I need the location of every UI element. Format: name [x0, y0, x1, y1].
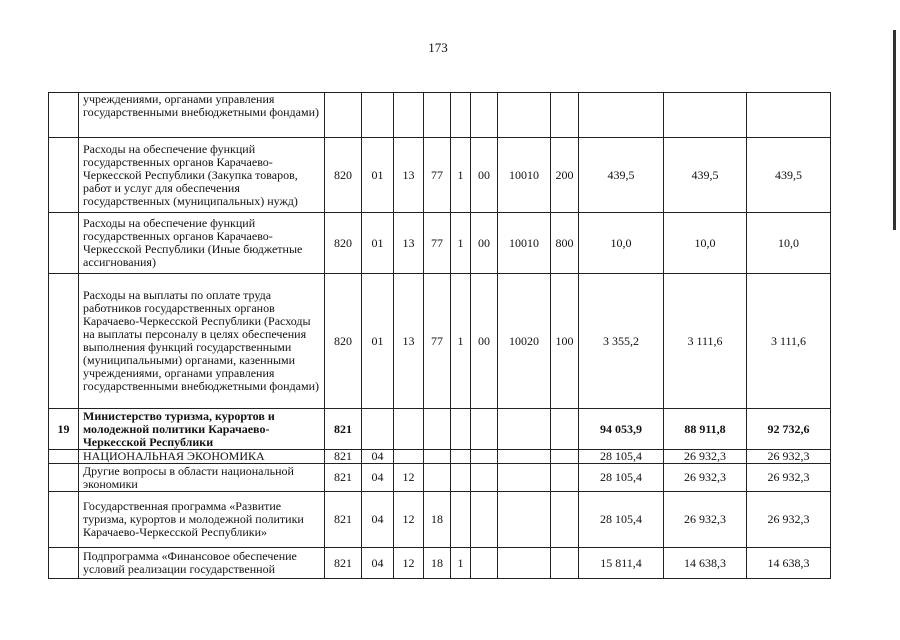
table-body [49, 93, 831, 579]
cell-item-name: Расходы на обеспечение функций государственных органов Карачаево-Черкесской Республики (Закупка товаров, работ и услуг для обеспечения государственных (муниципальных) нужд) [79, 138, 325, 213]
cell-direction-code: 10010 [498, 213, 551, 274]
cell-amount-year-2: 3 111,6 [664, 274, 747, 409]
cell-row-number [49, 450, 79, 464]
cell-section [362, 93, 394, 138]
cell-item-name: Другие вопросы в области национальной экономики [79, 464, 325, 492]
cell-amount-year-2: 88 911,8 [664, 409, 747, 450]
cell-item-name: учреждениями, органами управления государственными внебюджетными фондами) [79, 93, 325, 138]
cell-program-code: 77 [424, 138, 451, 213]
cell-item-name: Расходы на выплаты по оплате труда работников государственных органов Карачаево-Черкесской Республики (Расходы на выплаты персоналу в целях обеспечения выполнения функций государственными (муниципальными) органами, казенными учреждениями, органами управления государственными внебюджетными фондами) [79, 274, 325, 409]
cell-amount-year-1: 28 105,4 [579, 450, 664, 464]
cell-amount-year-3: 92 732,6 [747, 409, 831, 450]
cell-amount-year-1: 10,0 [579, 213, 664, 274]
cell-amount-year-3: 26 932,3 [747, 450, 831, 464]
cell-subprogram-code [451, 409, 471, 450]
cell-department-code: 820 [325, 274, 362, 409]
cell-expense-type [551, 450, 579, 464]
cell-section [362, 409, 394, 450]
budget-table [48, 92, 831, 579]
cell-department-code: 821 [325, 450, 362, 464]
cell-direction-code [498, 450, 551, 464]
cell-amount-year-1: 439,5 [579, 138, 664, 213]
cell-amount-year-1: 28 105,4 [579, 464, 664, 492]
cell-direction-code [498, 409, 551, 450]
cell-expense-type [551, 93, 579, 138]
table-row [49, 274, 831, 409]
cell-row-number [49, 138, 79, 213]
cell-expense-type: 800 [551, 213, 579, 274]
cell-direction-code [498, 464, 551, 492]
cell-amount-year-2: 26 932,3 [664, 450, 747, 464]
cell-department-code: 820 [325, 138, 362, 213]
cell-subprogram-code [451, 492, 471, 548]
cell-program-code [424, 450, 451, 464]
table-row [49, 464, 831, 492]
cell-amount-year-3 [747, 93, 831, 138]
table-row [49, 409, 831, 450]
cell-program-code [424, 464, 451, 492]
cell-activity-code [471, 492, 498, 548]
table-row [49, 93, 831, 138]
cell-item-name: Подпрограмма «Финансовое обеспечение условий реализации государственной [79, 548, 325, 579]
cell-subsection: 13 [394, 138, 424, 213]
cell-row-number [49, 213, 79, 274]
cell-activity-code [471, 450, 498, 464]
cell-row-number [49, 548, 79, 579]
cell-program-code: 18 [424, 548, 451, 579]
cell-row-number [49, 274, 79, 409]
scan-edge-line [893, 30, 896, 230]
cell-amount-year-2: 14 638,3 [664, 548, 747, 579]
cell-department-code: 821 [325, 464, 362, 492]
cell-subsection: 13 [394, 274, 424, 409]
cell-amount-year-2: 26 932,3 [664, 492, 747, 548]
cell-department-code: 821 [325, 409, 362, 450]
cell-amount-year-1: 94 053,9 [579, 409, 664, 450]
cell-amount-year-3: 14 638,3 [747, 548, 831, 579]
cell-amount-year-2 [664, 93, 747, 138]
cell-subsection: 12 [394, 492, 424, 548]
cell-subprogram-code [451, 93, 471, 138]
cell-program-code: 77 [424, 213, 451, 274]
cell-amount-year-2: 26 932,3 [664, 464, 747, 492]
cell-row-number [49, 492, 79, 548]
cell-section: 01 [362, 274, 394, 409]
cell-subprogram-code: 1 [451, 274, 471, 409]
cell-activity-code [471, 548, 498, 579]
cell-direction-code [498, 492, 551, 548]
cell-subprogram-code [451, 464, 471, 492]
cell-item-name: Министерство туризма, курортов и молодежной политики Карачаево-Черкесской Республики [79, 409, 325, 450]
cell-program-code [424, 93, 451, 138]
cell-activity-code [471, 93, 498, 138]
table-row [49, 492, 831, 548]
table-row [49, 213, 831, 274]
cell-subsection: 12 [394, 548, 424, 579]
cell-section: 04 [362, 492, 394, 548]
cell-direction-code: 10010 [498, 138, 551, 213]
cell-expense-type [551, 548, 579, 579]
cell-department-code [325, 93, 362, 138]
cell-subsection [394, 450, 424, 464]
cell-expense-type [551, 409, 579, 450]
cell-amount-year-3: 439,5 [747, 138, 831, 213]
cell-amount-year-3: 26 932,3 [747, 492, 831, 548]
table-row [49, 548, 831, 579]
cell-amount-year-1: 3 355,2 [579, 274, 664, 409]
cell-item-name: Государственная программа «Развитие туризма, курортов и молодежной политики Карачаево-Черкесской Республики» [79, 492, 325, 548]
cell-amount-year-2: 10,0 [664, 213, 747, 274]
cell-expense-type [551, 492, 579, 548]
cell-department-code: 821 [325, 492, 362, 548]
cell-amount-year-1 [579, 93, 664, 138]
cell-subprogram-code: 1 [451, 213, 471, 274]
cell-subprogram-code [451, 450, 471, 464]
cell-expense-type: 100 [551, 274, 579, 409]
cell-expense-type [551, 464, 579, 492]
cell-amount-year-3: 3 111,6 [747, 274, 831, 409]
cell-program-code: 77 [424, 274, 451, 409]
cell-amount-year-3: 10,0 [747, 213, 831, 274]
cell-item-name: НАЦИОНАЛЬНАЯ ЭКОНОМИКА [79, 450, 325, 464]
cell-activity-code: 00 [471, 274, 498, 409]
cell-activity-code [471, 409, 498, 450]
table-row [49, 138, 831, 213]
cell-section: 04 [362, 464, 394, 492]
cell-direction-code [498, 548, 551, 579]
cell-amount-year-3: 26 932,3 [747, 464, 831, 492]
cell-amount-year-1: 28 105,4 [579, 492, 664, 548]
cell-section: 04 [362, 450, 394, 464]
cell-item-name: Расходы на обеспечение функций государственных органов Карачаево-Черкесской Республики (Иные бюджетные ассигнования) [79, 213, 325, 274]
cell-subsection: 12 [394, 464, 424, 492]
cell-activity-code [471, 464, 498, 492]
cell-department-code: 821 [325, 548, 362, 579]
cell-row-number [49, 464, 79, 492]
cell-activity-code: 00 [471, 138, 498, 213]
cell-amount-year-2: 439,5 [664, 138, 747, 213]
cell-row-number [49, 93, 79, 138]
page-number: 173 [428, 40, 448, 55]
cell-expense-type: 200 [551, 138, 579, 213]
cell-section: 04 [362, 548, 394, 579]
table-row [49, 450, 831, 464]
cell-section: 01 [362, 213, 394, 274]
cell-program-code: 18 [424, 492, 451, 548]
cell-subsection: 13 [394, 213, 424, 274]
cell-amount-year-1: 15 811,4 [579, 548, 664, 579]
cell-program-code [424, 409, 451, 450]
cell-activity-code: 00 [471, 213, 498, 274]
cell-subprogram-code: 1 [451, 548, 471, 579]
cell-direction-code: 10020 [498, 274, 551, 409]
cell-direction-code [498, 93, 551, 138]
cell-subprogram-code: 1 [451, 138, 471, 213]
cell-subsection [394, 93, 424, 138]
cell-department-code: 820 [325, 213, 362, 274]
cell-subsection [394, 409, 424, 450]
cell-row-number: 19 [49, 409, 79, 450]
cell-section: 01 [362, 138, 394, 213]
